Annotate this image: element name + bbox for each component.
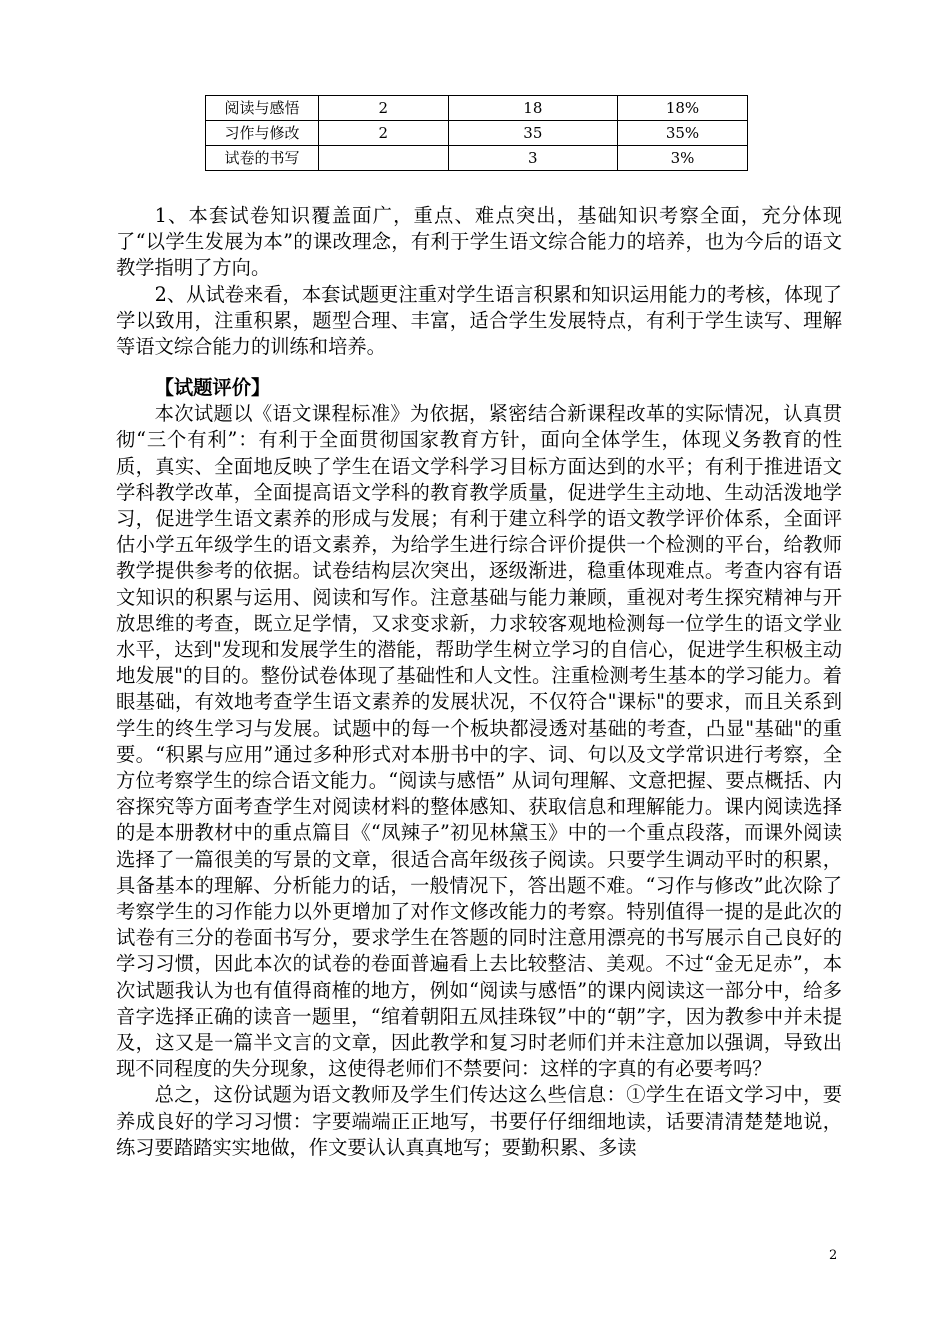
table-row [206, 96, 748, 121]
conclusion-paragraph: 总之，这份试题为语文教师及学生们传达这么些信息：①学生在语文学习中，要养成良好的学习习惯：字要端端正正地写，书要仔仔细细地读，话要清清楚楚地说，练习要踏踏实实地做，作文要认认真真地写；要勤积累、多读 [116, 1083, 842, 1159]
summary-paragraphs [116, 203, 842, 360]
table-cell-percent: 3% [618, 146, 748, 171]
table-cell-score: 18 [448, 96, 617, 121]
table-row [206, 121, 748, 146]
paragraph-point-2: 2、从试卷来看，本套试题更注重对学生语言积累和知识运用能力的考核，体现了学以致用，注重积累，题型合理、丰富，适合学生发展特点，有利于学生读写、理解等语文综合能力的训练和培养。 [116, 282, 842, 359]
evaluation-section [116, 375, 842, 1161]
evaluation-paragraph: 本次试题以《语文课程标准》为依据，紧密结合新课程改革的实际情况，认真贯彻“三个有利”：有利于全面贯彻国家教育方针，面向全体学生，体现义务教育的性质，真实、全面地反映了学生在语文学科学习目标方面达到的水平；有利于推进语文学科教学改革，全面提高语文学科的教育教学质量，促进学生主动地、生动活泼地学习，促进学生语文素养的形成与发展；有利于建立科学的语文教学评价体系，全面评估小学五年级学生的语文素养，为给学生进行综合评价提供一个检测的平台，给教师教学提供参考的依据。试卷结构层次突出，逐级渐进，稳重体现难点。考查内容有语文知识的积累与运用、阅读和写作。注意基础与能力兼顾，重视对考生探究精神与开放思维的考查，既立足学情，又求变求新，力求较客观地检测每一位学生的语文学业水平，达到"发现和发展学生的潜能，帮助学生树立学习的自信心，促进学生积极主动地发展"的目的。整份试卷体现了基础性和人文性。注重检测考生基本的学习能力。着眼基础，有效地考查学生语文素养的发展状况，不仅符合"课标"的要求，而且关系到学生的终生学习与发展。试题中的每一个板块都浸透对基础的考查，凸显"基础"的重要。“积累与应用”通过多种形式对本册书中的字、词、句以及文学常识进行考察，全方位考察学生的综合语文能力。“阅读与感悟” 从词句理解、文意把握、要点概括、内容探究等方面考查学生对阅读材料的整体感知、获取信息和理解能力。课内阅读选择的是本册教材中的重点篇目《“凤辣子”初见林黛玉》中的一个重点段落，而课外阅读选择了一篇很美的写景的文章，很适合高年级孩子阅读。只要学生调动平时的积累，具备基本的理解、分析能力的话，一般情况下，答出题不难。“习作与修改”此次除了考察学生的习作能力以外更增加了对作文修改能力的考察。特别值得一提的是此次的试卷有三分的卷面书写分，要求学生在答题的同时注意用漂亮的书写展示自己良好的学习习惯，因此本次的试卷的卷面普遍看上去比较整洁、美观。不过“金无足赤”，本次试题我认为也有值得商榷的地方，例如“阅读与感悟”的课内阅读这一部分中，给多音字选择正确的读音一题里，“绾着朝阳五凤挂珠钗”中的“朝”字，因为教参中并未提及，这又是一篇半文言的文章，因此教学和复习时老师们并未注意加以强调，导致出现不同程度的失分现象，这使得老师们不禁要问：这样的字真的有必要考吗？ [116, 402, 842, 1081]
table-cell-percent: 18% [618, 96, 748, 121]
table-cell-percent: 35% [618, 121, 748, 146]
table-cell-score: 3 [448, 146, 617, 171]
score-table [205, 95, 748, 171]
page-number: 2 [829, 1248, 838, 1263]
table-cell-item: 阅读与感悟 [206, 96, 319, 121]
section-heading: 【试题评价】 [154, 376, 271, 399]
table-cell-count [318, 146, 448, 171]
paragraph-point-1: 1、本套试卷知识覆盖面广，重点、难点突出，基础知识考察全面，充分体现了“以学生发展为本”的课改理念，有利于学生语文综合能力的培养，也为今后的语文教学指明了方向。 [116, 204, 842, 280]
table-cell-count: 2 [318, 121, 448, 146]
table-cell-item: 习作与修改 [206, 121, 319, 146]
table-cell-score: 35 [448, 121, 617, 146]
table-row [206, 146, 748, 171]
table-cell-item: 试卷的书写 [206, 146, 319, 171]
table-cell-count: 2 [318, 96, 448, 121]
